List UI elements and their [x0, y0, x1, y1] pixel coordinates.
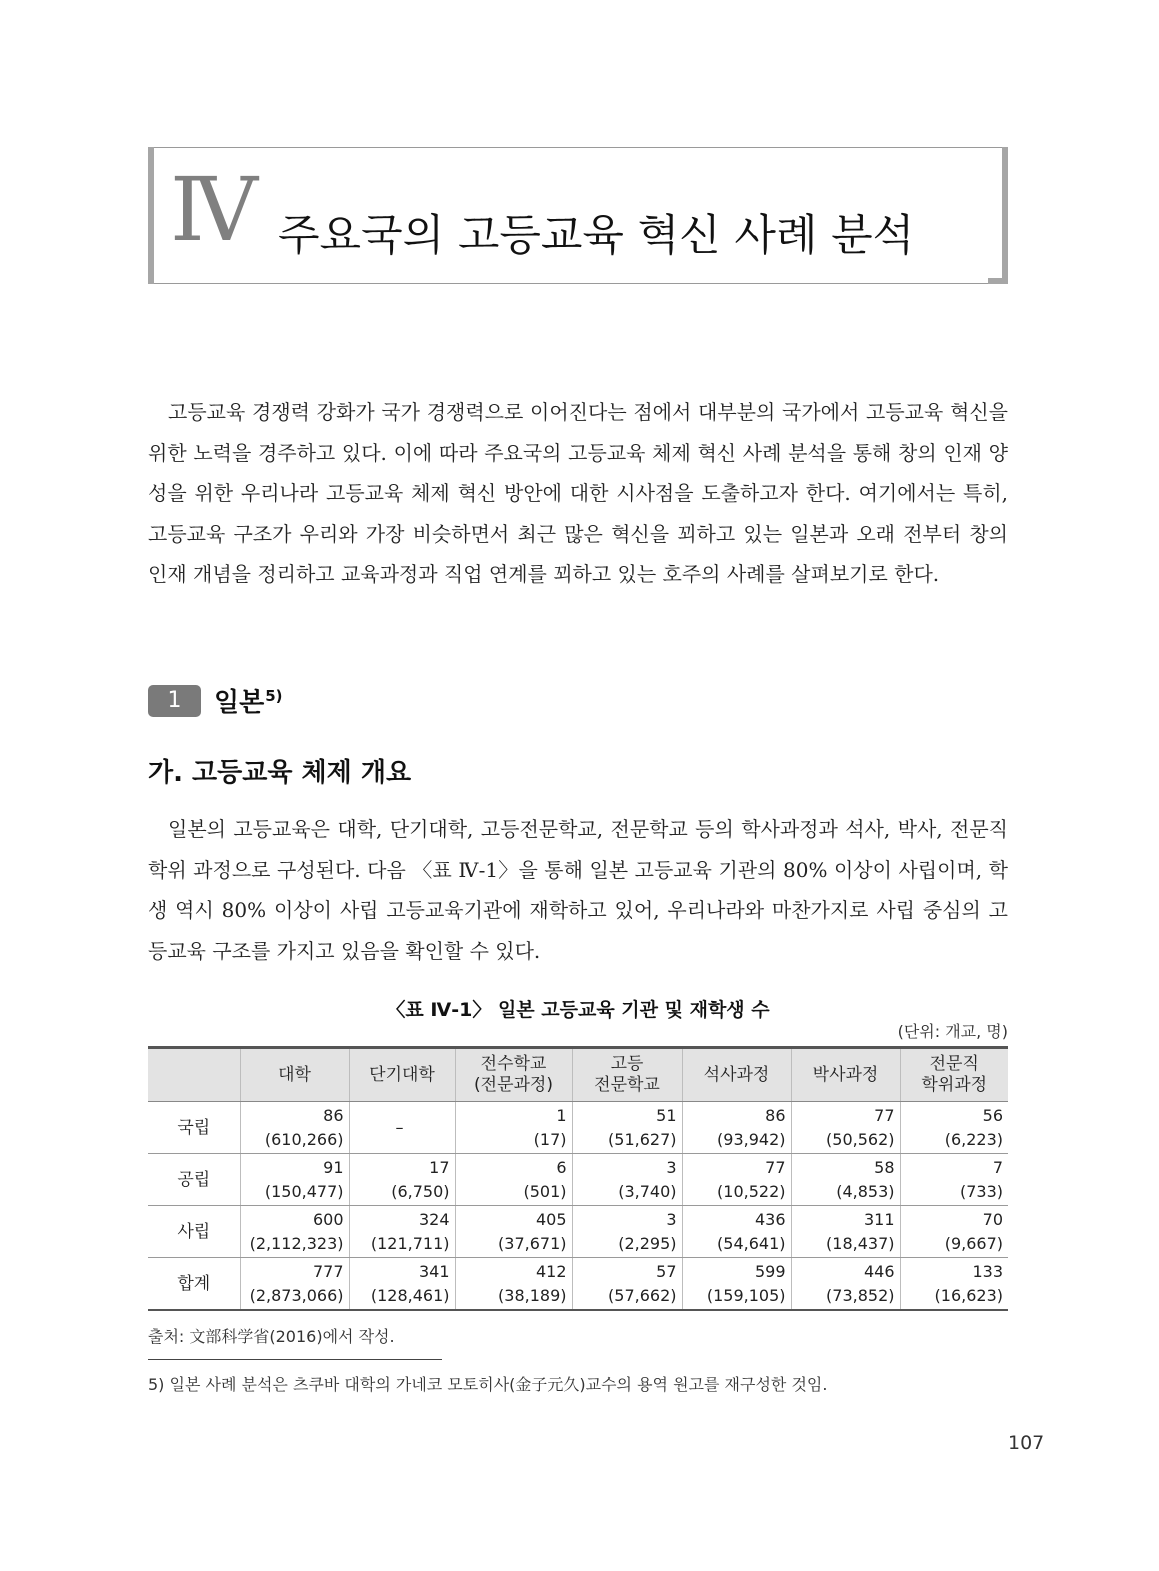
footnote: 5) 일본 사례 분석은 츠쿠바 대학의 가네코 모토히사(金子元久)교수의 용역 원고를 재구성한 것임. [148, 1375, 828, 1394]
intro-paragraph [148, 392, 1008, 595]
institution-count: 58 [874, 1157, 895, 1177]
row-label: 합계 [148, 1258, 240, 1311]
student-count: (10,522) [717, 1181, 786, 1201]
table-cell [455, 1102, 572, 1154]
row-label: 국립 [148, 1102, 240, 1154]
table-caption: 〈표 Ⅳ-1〉 일본 고등교육 기관 및 재학생 수 [386, 999, 770, 1021]
table-cell [900, 1258, 1008, 1311]
table-cell [349, 1102, 455, 1154]
institution-count: 436 [754, 1209, 786, 1229]
column-header-text: 석사과정 [703, 1064, 770, 1085]
institution-count: 600 [312, 1209, 344, 1229]
chapter-frame-corner [988, 278, 1008, 284]
student-count: (51,627) [608, 1129, 677, 1149]
institution-count: 77 [765, 1157, 786, 1177]
column-header [572, 1048, 682, 1102]
student-count: (54,641) [717, 1233, 786, 1253]
table-cell [791, 1102, 900, 1154]
subsection-title: 가. 고등교육 체제 개요 [148, 758, 412, 788]
footnote-divider [148, 1359, 442, 1360]
table-row [148, 1154, 1008, 1206]
table-row [148, 1102, 1008, 1154]
institution-count: 91 [323, 1157, 344, 1177]
table-cell [900, 1206, 1008, 1258]
student-count: (501) [523, 1181, 567, 1201]
column-header [349, 1048, 455, 1102]
institution-count: 17 [429, 1157, 450, 1177]
chapter-heading [148, 147, 1008, 284]
section-heading [148, 682, 283, 716]
footnote-ref[interactable]: 5) [265, 687, 283, 705]
column-header-text: 단기대학 [369, 1064, 435, 1085]
table-header-row [148, 1048, 1008, 1102]
column-header-text: (전문과정) [474, 1075, 553, 1095]
student-count: (93,942) [717, 1129, 786, 1149]
table-cell [240, 1206, 349, 1258]
student-count: (6,750) [391, 1181, 450, 1201]
institution-count: 412 [535, 1261, 567, 1281]
table-cell [455, 1258, 572, 1311]
student-count: (57,662) [608, 1285, 677, 1305]
institution-count: 405 [535, 1209, 567, 1229]
table-cell [572, 1206, 682, 1258]
column-header-text: 박사과정 [812, 1064, 879, 1085]
table-cell [791, 1258, 900, 1311]
student-count: (16,623) [934, 1285, 1003, 1305]
table-cell [791, 1154, 900, 1206]
student-count: (2,112,323) [249, 1233, 344, 1253]
institution-count: 77 [874, 1105, 895, 1125]
chapter-title: 주요국의 고등교육 혁신 사례 분석 [278, 211, 915, 261]
table-row-total [148, 1258, 1008, 1311]
student-count: (150,477) [264, 1181, 344, 1201]
table-cell [572, 1154, 682, 1206]
institution-count: 56 [982, 1105, 1003, 1125]
column-header-text: 고등 [610, 1054, 644, 1074]
institution-count: 3 [666, 1209, 677, 1229]
institution-count: 324 [418, 1209, 450, 1229]
table-cell [682, 1206, 791, 1258]
student-count: (6,223) [944, 1129, 1003, 1149]
column-header-text: 전문직 [929, 1054, 979, 1074]
student-count: (121,711) [370, 1233, 450, 1253]
table-cell [240, 1154, 349, 1206]
institution-count: 57 [656, 1261, 677, 1281]
table-row [148, 1206, 1008, 1258]
intro-paragraph-text: 고등교육 경쟁력 강화가 국가 경쟁력으로 이어진다는 점에서 대부분의 국가에서 고등교육 혁신을 위한 노력을 경주하고 있다. 이에 따라 주요국의 고등교육 체제 혁신 사례 분석을 통해 창의 인재 양성을 위한 우리나라 고등교육 체제 혁신 방안에 대한 시사점을 도출하고자 한다. 여기에서는 특히, 고등교육 구조가 우리와 가장 비슷하면서 최근 많은 혁신을 꾀하고 있는 일본과 오래 전부터 창의 인재 개념을 정리하고 교육과정과 직업 연계를 꾀하고 있는 호주의 사례를 살펴보기로 한다. [148, 400, 1008, 586]
table-cell [572, 1258, 682, 1311]
column-header-text: 전수학교 [480, 1054, 547, 1074]
table-cell [682, 1154, 791, 1206]
student-count: (610,266) [264, 1129, 344, 1149]
section-paragraph-text: 일본의 고등교육은 대학, 단기대학, 고등전문학교, 전문학교 등의 학사과정과 석사, 박사, 전문직 학위 과정으로 구성된다. 다음 〈표 Ⅳ-1〉을 통해 일본 고등교육 기관의 80% 이상이 사립이며, 학생 역시 80% 이상이 사립 고등교육기관에 재학하고 있어, 우리나라와 마찬가지로 사립 중심의 고등교육 구조를 가지고 있음을 확인할 수 있다. [148, 817, 1008, 963]
student-count: (4,853) [836, 1181, 895, 1201]
column-header [900, 1048, 1008, 1102]
chapter-frame-right [1002, 147, 1008, 284]
table-source: 출처: 文部科学省(2016)에서 작성. [148, 1327, 395, 1346]
student-count: (38,189) [498, 1285, 567, 1305]
student-count: (9,667) [944, 1233, 1003, 1253]
student-count: (73,852) [826, 1285, 895, 1305]
page-number: 107 [1008, 1432, 1045, 1454]
institution-count: 446 [863, 1261, 895, 1281]
table-cell [349, 1206, 455, 1258]
table-cell [572, 1102, 682, 1154]
header-corner [148, 1048, 240, 1102]
institution-count: 7 [992, 1157, 1003, 1177]
institution-count: 70 [982, 1209, 1003, 1229]
institution-count: 86 [765, 1105, 786, 1125]
student-count: (2,295) [618, 1233, 677, 1253]
column-header-text: 전문학교 [594, 1075, 660, 1095]
table-cell [682, 1258, 791, 1311]
table-cell [900, 1102, 1008, 1154]
table-cell [455, 1154, 572, 1206]
column-header [682, 1048, 791, 1102]
student-count: (17) [533, 1129, 567, 1149]
section-title [214, 682, 283, 719]
chapter-number: Ⅳ [170, 158, 254, 261]
table-cell [349, 1258, 455, 1311]
institution-count: 133 [972, 1261, 1003, 1281]
table-cell [455, 1206, 572, 1258]
institution-count: 86 [323, 1105, 344, 1125]
institution-count: 6 [556, 1157, 567, 1177]
row-label: 사립 [148, 1206, 240, 1258]
student-count: (159,105) [706, 1285, 786, 1305]
section-paragraph [148, 809, 1008, 971]
table-unit: (단위: 개교, 명) [897, 1022, 1008, 1041]
section-title-text: 일본 [214, 688, 265, 718]
section-number-badge: 1 [148, 685, 201, 717]
student-count: (733) [959, 1181, 1003, 1201]
column-header-text: 학위과정 [921, 1075, 988, 1095]
student-count: (3,740) [618, 1181, 677, 1201]
institution-count: 341 [418, 1261, 450, 1281]
table-cell [240, 1258, 349, 1311]
table-cell [240, 1102, 349, 1154]
student-count: (18,437) [826, 1233, 895, 1253]
table-cell [791, 1206, 900, 1258]
student-count: (2,873,066) [249, 1285, 344, 1305]
student-count: (37,671) [498, 1233, 567, 1253]
table-cell [900, 1154, 1008, 1206]
institution-count: 1 [556, 1105, 567, 1125]
student-count: (128,461) [370, 1285, 450, 1305]
institutions-table [148, 1046, 1008, 1311]
column-header [791, 1048, 900, 1102]
institution-count: 599 [754, 1261, 786, 1281]
row-label: 공립 [148, 1154, 240, 1206]
table-cell [349, 1154, 455, 1206]
table-cell [682, 1102, 791, 1154]
column-header [240, 1048, 349, 1102]
institution-count: 311 [863, 1209, 895, 1229]
column-header [455, 1048, 572, 1102]
chapter-frame-left [148, 147, 154, 284]
student-count: (50,562) [826, 1129, 895, 1149]
institution-count: 777 [312, 1261, 344, 1281]
institution-count: 3 [666, 1157, 677, 1177]
column-header-text: 대학 [278, 1064, 311, 1085]
institution-count: 51 [656, 1105, 677, 1125]
empty-value: – [395, 1117, 404, 1137]
